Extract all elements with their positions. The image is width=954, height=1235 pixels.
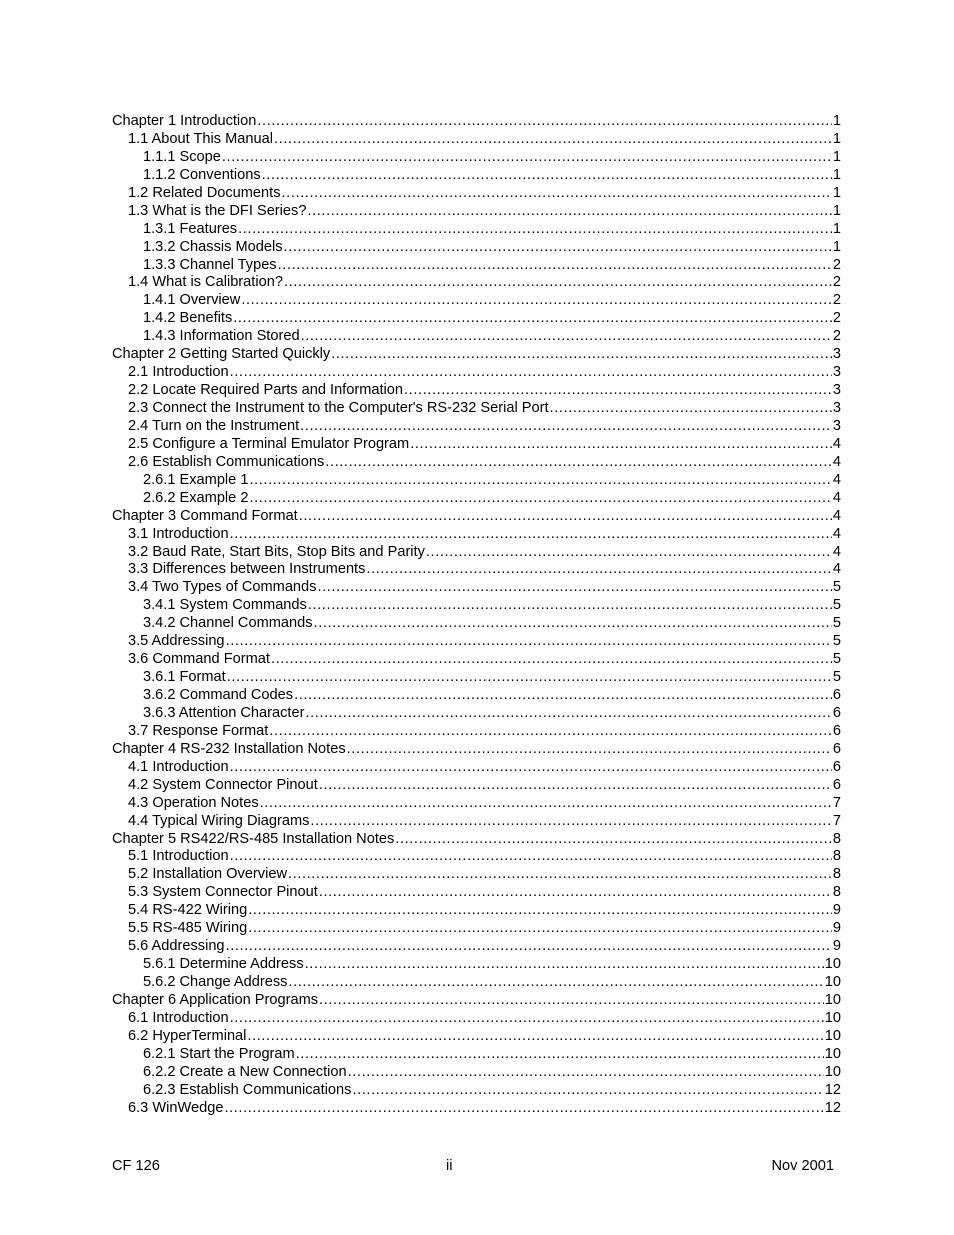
toc-entry[interactable] [112,669,841,687]
toc-entry-page: 3 [832,382,841,399]
toc-leader-dots [307,203,831,221]
toc-leader-dots [288,974,823,992]
toc-entry-page: 4 [832,543,841,560]
toc-entry-label: 5.6.1 Determine Address [143,956,304,973]
toc-leader-dots [426,544,832,562]
toc-leader-dots [224,1100,823,1118]
toc-entry-page: 10 [824,1027,841,1044]
toc-entry[interactable] [112,920,841,938]
toc-leader-dots [230,364,832,382]
footer-document-number: CF 126 [112,1158,160,1174]
toc-entry-label: 1.3.3 Channel Types [143,256,277,273]
toc-leader-dots [319,884,832,902]
toc-entry[interactable] [112,633,841,651]
toc-entry-page: 5 [832,633,841,650]
toc-entry-label: Chapter 6 Application Programs [112,991,319,1008]
toc-entry-label: 1.3 What is the DFI Series? [128,202,307,219]
toc-entry[interactable] [112,310,841,328]
toc-entry-label: 4.2 System Connector Pinout [128,776,318,793]
toc-entry-label: 5.5 RS-485 Wiring [128,920,248,937]
toc-entry-page: 6 [832,740,841,757]
toc-leader-dots [294,687,832,705]
toc-entry-page: 4 [832,507,841,524]
toc-entry-page: 8 [832,884,841,901]
toc-entry-page: 1 [832,184,841,201]
toc-entry-page: 1 [832,238,841,255]
toc-leader-dots [278,257,832,275]
toc-entry-page: 10 [824,1045,841,1062]
toc-entry[interactable] [112,382,841,400]
toc-leader-dots [260,795,832,813]
toc-entry[interactable] [112,561,841,579]
toc-entry-page: 10 [824,956,841,973]
toc-entry-label: 6.2.3 Establish Communications [143,1081,352,1098]
toc-entry-page: 8 [832,830,841,847]
toc-entry-page: 4 [832,489,841,506]
toc-entry[interactable] [112,167,841,185]
toc-entry[interactable] [112,526,841,544]
toc-leader-dots [299,508,832,526]
toc-entry[interactable] [112,866,841,884]
toc-entry[interactable] [112,346,841,364]
toc-entry-page: 2 [832,274,841,291]
toc-entry-label: 2.4 Turn on the Instrument [128,417,300,434]
toc-entry-page: 3 [832,346,841,363]
toc-leader-dots [241,292,832,310]
toc-entry-label: 1.2 Related Documents [128,184,281,201]
toc-entry[interactable] [112,274,841,292]
toc-entry-page: 4 [832,453,841,470]
toc-entry-label: 6.2.1 Start the Program [143,1045,295,1062]
toc-leader-dots [284,239,832,257]
toc-entry-label: 3.3 Differences between Instruments [128,561,366,578]
toc-entry-page: 12 [824,1081,841,1098]
toc-entry[interactable] [112,418,841,436]
toc-leader-dots [226,633,832,651]
toc-entry-label: 2.6.2 Example 2 [143,489,249,506]
toc-entry-page: 5 [832,651,841,668]
toc-entry-label: Chapter 5 RS422/RS-485 Installation Notes [112,830,395,847]
toc-leader-dots [284,274,832,292]
toc-entry-page: 2 [832,310,841,327]
toc-leader-dots [271,651,832,669]
toc-entry[interactable] [112,400,841,418]
toc-leader-dots [230,759,832,777]
toc-entry[interactable] [112,328,841,346]
toc-entry-page: 8 [832,866,841,883]
toc-leader-dots [230,526,832,544]
table-of-contents [112,113,841,1118]
toc-leader-dots [288,866,832,884]
toc-entry[interactable] [112,185,841,203]
toc-leader-dots [249,472,831,490]
toc-entry-page: 2 [832,256,841,273]
toc-leader-dots [238,221,832,239]
toc-entry[interactable] [112,795,841,813]
toc-entry-label: 2.2 Locate Required Parts and Information [128,382,404,399]
toc-entry[interactable] [112,1082,841,1100]
toc-entry[interactable] [112,544,841,562]
toc-entry[interactable] [112,705,841,723]
toc-leader-dots [300,418,832,436]
toc-leader-dots [262,167,832,185]
toc-entry-label: Chapter 3 Command Format [112,507,298,524]
toc-entry[interactable] [112,992,841,1010]
toc-entry-label: 6.1 Introduction [128,1009,229,1026]
toc-entry-page: 10 [824,1009,841,1026]
toc-leader-dots [550,400,832,418]
toc-entry-page: 9 [832,938,841,955]
toc-entry-label: 4.4 Typical Wiring Diagrams [128,812,310,829]
toc-entry-label: Chapter 4 RS-232 Installation Notes [112,740,346,757]
toc-entry-page: 10 [824,974,841,990]
toc-entry-label: 1.3.1 Features [143,220,238,237]
toc-leader-dots [248,902,832,920]
toc-entry-label: 3.7 Response Format [128,722,269,739]
toc-entry[interactable] [112,597,841,615]
toc-leader-dots [348,1064,824,1082]
toc-leader-dots [308,597,832,615]
toc-leader-dots [233,310,832,328]
toc-entry-label: 3.4.1 System Commands [143,597,307,614]
toc-entry-label: 5.6.2 Change Address [143,974,288,990]
toc-leader-dots [366,561,831,579]
toc-entry[interactable] [112,848,841,866]
toc-entry-label: Chapter 1 Introduction [112,113,257,129]
toc-leader-dots [301,328,832,346]
toc-leader-dots [257,113,831,131]
toc-entry-label: 2.6.1 Example 1 [143,471,249,488]
toc-entry-page: 5 [832,579,841,596]
toc-entry-label: 4.3 Operation Notes [128,794,259,811]
toc-entry[interactable] [112,203,841,221]
toc-leader-dots [325,454,832,472]
toc-leader-dots [305,956,824,974]
toc-leader-dots [319,992,824,1010]
toc-entry[interactable] [112,436,841,454]
toc-leader-dots [227,669,832,687]
toc-leader-dots [410,436,832,454]
toc-entry[interactable] [112,239,841,257]
toc-leader-dots [404,382,832,400]
footer-date: Nov 2001 [771,1158,834,1174]
toc-leader-dots [395,831,832,849]
toc-entry-page: 4 [832,525,841,542]
toc-entry[interactable] [112,364,841,382]
toc-entry-label: 3.4 Two Types of Commands [128,579,317,596]
toc-entry-label: 1.4.3 Information Stored [143,328,300,345]
toc-entry-label: 6.2 HyperTerminal [128,1027,247,1044]
toc-entry-label: 3.5 Addressing [128,633,225,650]
toc-entry-page: 5 [832,597,841,614]
toc-entry-page: 3 [832,364,841,381]
toc-leader-dots [310,813,831,831]
toc-leader-dots [247,1028,823,1046]
toc-entry-page: 3 [832,417,841,434]
toc-entry[interactable] [112,974,841,992]
toc-entry-page: 6 [832,704,841,721]
toc-entry[interactable] [112,884,841,902]
toc-entry[interactable] [112,1028,841,1046]
toc-entry-label: 1.4.2 Benefits [143,310,233,327]
toc-entry-label: 1.1 About This Manual [128,130,273,147]
toc-entry[interactable] [112,651,841,669]
toc-entry[interactable] [112,777,841,795]
toc-leader-dots [352,1082,823,1100]
toc-entry-label: 1.4 What is Calibration? [128,274,283,291]
toc-entry-page: 3 [832,400,841,416]
toc-entry[interactable] [112,454,841,472]
toc-entry-page: 7 [832,812,841,829]
toc-entry-label: 3.6.1 Format [143,669,226,686]
toc-entry-label: 3.6 Command Format [128,651,270,668]
toc-entry-label: 5.1 Introduction [128,848,229,865]
toc-entry-label: 4.1 Introduction [128,758,229,775]
footer-page-number: ii [446,1158,453,1174]
toc-entry-label: 2.3 Connect the Instrument to the Computer's RS-232 Serial Port [128,400,549,416]
toc-entry-label: 3.1 Introduction [128,525,229,542]
toc-entry[interactable] [112,508,841,526]
toc-entry[interactable] [112,292,841,310]
toc-entry-label: 5.2 Installation Overview [128,866,287,883]
toc-entry-page: 9 [832,902,841,919]
toc-entry[interactable] [112,257,841,275]
toc-entry-page: 6 [832,758,841,775]
toc-entry-page: 4 [832,435,841,452]
toc-leader-dots [282,185,832,203]
toc-entry-label: 3.6.2 Command Codes [143,687,294,703]
toc-entry-label: 2.1 Introduction [128,364,229,381]
toc-entry-label: 1.1.1 Scope [143,148,221,165]
toc-entry[interactable] [112,615,841,633]
toc-entry-label: 3.4.2 Channel Commands [143,615,313,632]
toc-entry-page: 6 [832,722,841,739]
page-footer [112,1158,834,1178]
toc-entry-page: 1 [832,166,841,183]
toc-entry-label: 6.3 WinWedge [128,1099,224,1116]
toc-leader-dots [331,346,832,364]
toc-leader-dots [319,777,832,795]
toc-entry-label: 5.3 System Connector Pinout [128,884,318,901]
toc-entry[interactable] [112,687,841,705]
toc-entry[interactable] [112,131,841,149]
toc-entry[interactable] [112,149,841,167]
toc-entry[interactable] [112,1046,841,1064]
toc-entry-page: 12 [824,1099,841,1116]
toc-leader-dots [269,723,832,741]
toc-entry-label: 3.2 Baud Rate, Start Bits, Stop Bits and Parity [128,543,425,560]
toc-entry-label: 1.4.1 Overview [143,292,241,309]
toc-entry[interactable] [112,1100,841,1118]
toc-leader-dots [274,131,832,149]
toc-entry-page: 10 [824,1063,841,1080]
toc-entry[interactable] [112,831,841,849]
toc-entry-page: 4 [832,561,841,578]
toc-entry-page: 4 [832,471,841,488]
toc-entry-page: 2 [832,328,841,345]
toc-entry-page: 10 [824,991,841,1008]
toc-leader-dots [317,579,831,597]
toc-entry[interactable] [112,1010,841,1028]
toc-entry-page: 1 [832,220,841,237]
toc-entry-page: 6 [832,776,841,793]
toc-entry-page: 1 [832,202,841,219]
toc-entry-label: Chapter 2 Getting Started Quickly [112,346,331,363]
toc-entry[interactable] [112,741,841,759]
toc-leader-dots [249,490,831,508]
toc-leader-dots [296,1046,824,1064]
toc-leader-dots [226,938,832,956]
toc-entry-page: 2 [832,292,841,309]
toc-entry[interactable] [112,1064,841,1082]
toc-entry-page: 1 [832,113,841,129]
toc-leader-dots [248,920,832,938]
toc-entry-label: 2.6 Establish Communications [128,453,325,470]
toc-entry[interactable] [112,938,841,956]
toc-entry-page: 5 [832,615,841,632]
toc-entry-page: 1 [832,148,841,165]
toc-entry-page: 6 [832,687,841,703]
toc-leader-dots [347,741,832,759]
toc-entry[interactable] [112,902,841,920]
toc-entry-label: 5.4 RS-422 Wiring [128,902,248,919]
toc-leader-dots [305,705,831,723]
toc-entry[interactable] [112,579,841,597]
toc-entry[interactable] [112,113,841,131]
toc-entry-page: 1 [832,130,841,147]
toc-leader-dots [314,615,832,633]
toc-leader-dots [230,1010,824,1028]
toc-entry-page: 7 [832,794,841,811]
toc-leader-dots [230,848,832,866]
toc-entry[interactable] [112,490,841,508]
toc-entry-label: 1.1.2 Conventions [143,166,261,183]
toc-entry-label: 1.3.2 Chassis Models [143,238,283,255]
toc-entry[interactable] [112,759,841,777]
toc-entry-page: 5 [832,669,841,686]
toc-entry-page: 9 [832,920,841,937]
toc-entry-page: 8 [832,848,841,865]
toc-entry[interactable] [112,472,841,490]
toc-entry[interactable] [112,813,841,831]
toc-entry-label: 3.6.3 Attention Character [143,704,305,721]
toc-entry[interactable] [112,723,841,741]
toc-entry-label: 6.2.2 Create a New Connection [143,1063,347,1080]
toc-entry[interactable] [112,956,841,974]
toc-leader-dots [222,149,832,167]
toc-entry-label: 2.5 Configure a Terminal Emulator Program [128,435,410,452]
toc-entry[interactable] [112,221,841,239]
toc-entry-label: 5.6 Addressing [128,938,225,955]
